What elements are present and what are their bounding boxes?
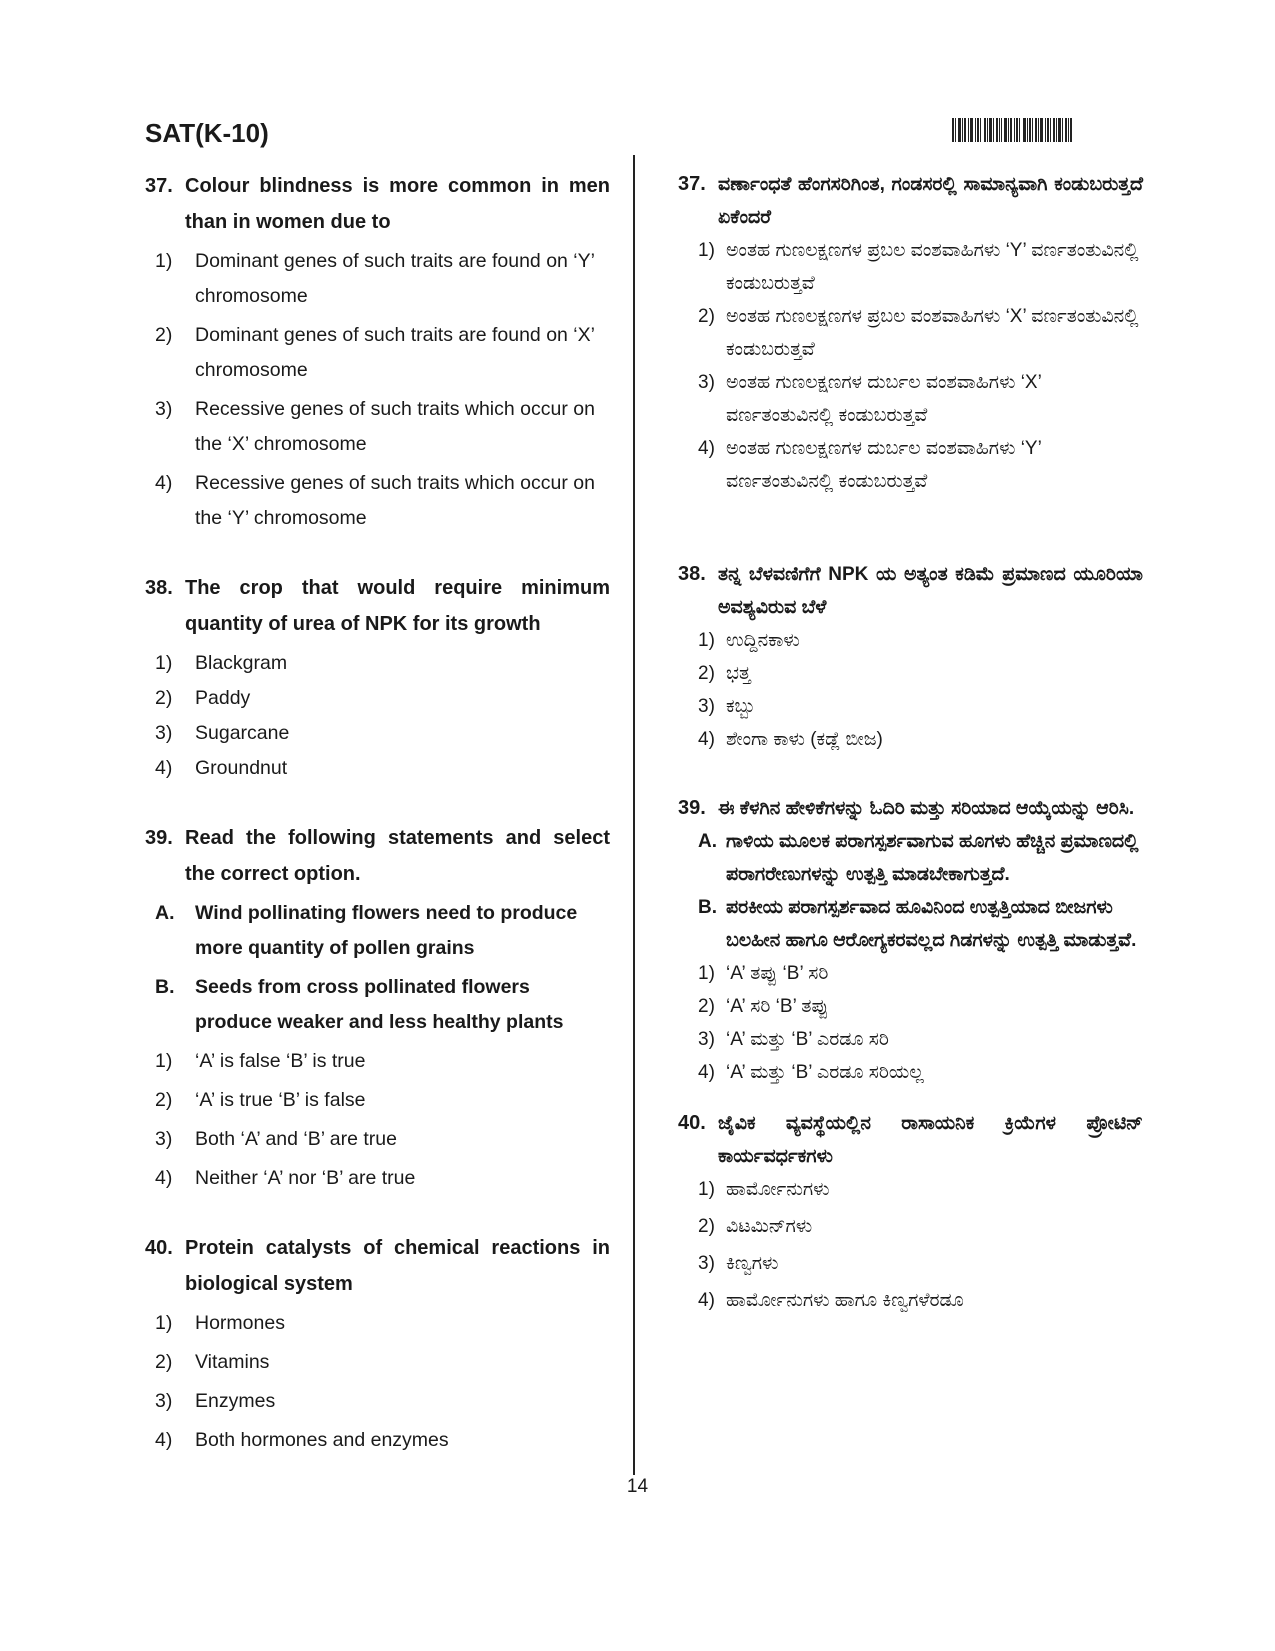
question-number: 39. <box>678 797 706 819</box>
kannada-column <box>678 168 1143 1317</box>
question-number: 37. <box>145 175 173 197</box>
option: 3) Sugarcane <box>155 722 290 744</box>
barcode-icon <box>952 118 1127 142</box>
option: 2) Dominant genes of such traits are found on ‘X’ chromosome <box>155 324 595 381</box>
option: 4) Neither ‘A’ nor ‘B’ are true <box>155 1167 416 1189</box>
question-stem: Protein catalysts of chemical reactions in biological system <box>185 1237 610 1295</box>
english-column <box>145 168 610 1458</box>
question-number: 40. <box>145 1237 173 1259</box>
page-number: 14 <box>626 1476 649 1497</box>
option: 1) Dominant genes of such traits are found on ‘Y’ chromosome <box>155 250 595 307</box>
statement: B. ಪರಕೀಯ ಪರಾಗಸ್ಪರ್ಶವಾದ ಹೂವಿನಿಂದ ಉತ್ಪತ್ತಿಯಾದ ಬೀಜಗಳು ಬಲಹೀನ ಹಾಗೂ ಆರೋಗ್ಯಕರವಲ್ಲದ ಗಿಡಗಳನ್ನು ಉತ್ಪತ್ತಿ ಮಾಡುತ್ತವೆ. <box>698 897 1137 951</box>
question-number: 37. <box>678 173 706 195</box>
option: 2) ಅಂತಹ ಗುಣಲಕ್ಷಣಗಳ ಪ್ರಬಲ ವಂಶವಾಹಿಗಳು ‘X’ ವರ್ಣತಂತುವಿನಲ್ಲಿ ಕಂಡುಬರುತ್ತವೆ <box>698 306 1139 360</box>
question-stem: ವರ್ಣಾಂಧತೆ ಹೆಂಗಸರಿಗಿಂತ, ಗಂಡಸರಲ್ಲಿ ಸಾಮಾನ್ಯವಾಗಿ ಕಂಡುಬರುತ್ತದೆ ಏಕೆಂದರೆ <box>718 174 1143 228</box>
option: 1) ‘A’ is false ‘B’ is true <box>155 1050 366 1072</box>
question-38 <box>145 570 610 642</box>
option: 1) ಅಂತಹ ಗುಣಲಕ್ಷಣಗಳ ಪ್ರಬಲ ವಂಶವಾಹಿಗಳು ‘Y’ ವರ್ಣತಂತುವಿನಲ್ಲಿ ಕಂಡುಬರುತ್ತವೆ <box>698 240 1139 294</box>
option: 2) Vitamins <box>155 1351 270 1373</box>
question-38-kannada <box>678 558 1143 624</box>
option: 4) ಶೇಂಗಾ ಕಾಳು (ಕಡ್ಲೆ ಬೀಜ) <box>698 729 883 750</box>
question-stem: Colour blindness is more common in men than in women due to <box>185 175 610 233</box>
option: 3) Both ‘A’ and ‘B’ are true <box>155 1128 397 1150</box>
option: 4) Recessive genes of such traits which occur on the ‘Y’ chromosome <box>155 472 595 529</box>
exam-code: SAT(K-10) <box>145 118 269 148</box>
option: 4) ಹಾರ್ಮೋನುಗಳು ಹಾಗೂ ಕಿಣ್ವಗಳೆರಡೂ <box>698 1290 964 1311</box>
question-stem: Read the following statements and select the correct option. <box>185 827 610 885</box>
option: 1) Hormones <box>155 1312 285 1334</box>
option: 4) ‘A’ ಮತ್ತು ‘B’ ಎರಡೂ ಸರಿಯಲ್ಲ <box>698 1062 924 1083</box>
option: 4) Both hormones and enzymes <box>155 1429 449 1451</box>
option: 1) Blackgram <box>155 652 288 674</box>
option: 3) Enzymes <box>155 1390 276 1412</box>
question-number: 40. <box>678 1112 706 1134</box>
question-37-kannada <box>678 168 1143 234</box>
question-40 <box>145 1230 610 1302</box>
statement: A. ಗಾಳಿಯ ಮೂಲಕ ಪರಾಗಸ್ಪರ್ಶವಾಗುವ ಹೂಗಳು ಹೆಚ್ಚಿನ ಪ್ರಮಾಣದಲ್ಲಿ ಪರಾಗರೇಣುಗಳನ್ನು ಉತ್ಪತ್ತಿ ಮಾಡಬೇಕಾಗುತ್ತದೆ. <box>698 831 1139 885</box>
option: 3) Recessive genes of such traits which occur on the ‘X’ chromosome <box>155 398 595 455</box>
question-stem: ಈ ಕೆಳಗಿನ ಹೇಳಿಕೆಗಳನ್ನು ಓದಿರಿ ಮತ್ತು ಸರಿಯಾದ ಆಯ್ಕೆಯನ್ನು ಆರಿಸಿ. <box>718 798 1135 819</box>
question-stem: ತನ್ನ ಬೆಳವಣಿಗೆಗೆ NPK ಯ ಅತ್ಯಂತ ಕಡಿಮೆ ಪ್ರಮಾಣದ ಯೂರಿಯಾ ಅವಶ್ಯವಿರುವ ಬೆಳೆ <box>718 564 1143 618</box>
question-40-kannada <box>678 1107 1143 1173</box>
question-39-kannada <box>678 792 1143 825</box>
option: 2) ‘A’ ಸರಿ ‘B’ ತಪ್ಪು <box>698 996 829 1017</box>
question-number: 38. <box>678 563 706 585</box>
question-37 <box>145 168 610 240</box>
statement: B. Seeds from cross pollinated flowers produce weaker and less healthy plants <box>155 976 564 1033</box>
option: 3) ಅಂತಹ ಗುಣಲಕ್ಷಣಗಳ ದುರ್ಬಲ ವಂಶವಾಹಿಗಳು ‘X’ ವರ್ಣತಂತುವಿನಲ್ಲಿ ಕಂಡುಬರುತ್ತವೆ <box>698 372 1042 426</box>
option: 2) ವಿಟಮಿನ್‌ಗಳು <box>698 1216 813 1237</box>
question-stem: The crop that would require minimum quantity of urea of NPK for its growth <box>185 577 610 635</box>
statement: A. Wind pollinating flowers need to produce more quantity of pollen grains <box>155 902 578 959</box>
option: 2) Paddy <box>155 687 251 709</box>
option: 4) ಅಂತಹ ಗುಣಲಕ್ಷಣಗಳ ದುರ್ಬಲ ವಂಶವಾಹಿಗಳು ‘Y’ ವರ್ಣತಂತುವಿನಲ್ಲಿ ಕಂಡುಬರುತ್ತವೆ <box>698 438 1042 492</box>
question-39 <box>145 820 610 892</box>
column-divider <box>633 155 635 1475</box>
option: 2) ‘A’ is true ‘B’ is false <box>155 1089 366 1111</box>
question-number: 38. <box>145 577 173 599</box>
option: 3) ಕಬ್ಬು <box>698 696 756 717</box>
question-stem: ಜೈವಿಕ ವ್ಯವಸ್ಥೆಯಲ್ಲಿನ ರಾಸಾಯನಿಕ ಕ್ರಿಯೆಗಳ ಪ್ರೋಟಿನ್ ಕಾರ್ಯವರ್ಧಕಗಳು <box>718 1113 1143 1167</box>
option: 3) ‘A’ ಮತ್ತು ‘B’ ಎರಡೂ ಸರಿ <box>698 1029 889 1050</box>
option: 1) ಉದ್ದಿನಕಾಳು <box>698 630 800 651</box>
option: 4) Groundnut <box>155 757 288 779</box>
option: 1) ‘A’ ತಪ್ಪು ‘B’ ಸರಿ <box>698 963 829 984</box>
option: 1) ಹಾರ್ಮೋನುಗಳು <box>698 1179 830 1200</box>
option: 2) ಭತ್ತ <box>698 663 751 684</box>
option: 3) ಕಿಣ್ವಗಳು <box>698 1253 779 1274</box>
question-number: 39. <box>145 827 173 849</box>
